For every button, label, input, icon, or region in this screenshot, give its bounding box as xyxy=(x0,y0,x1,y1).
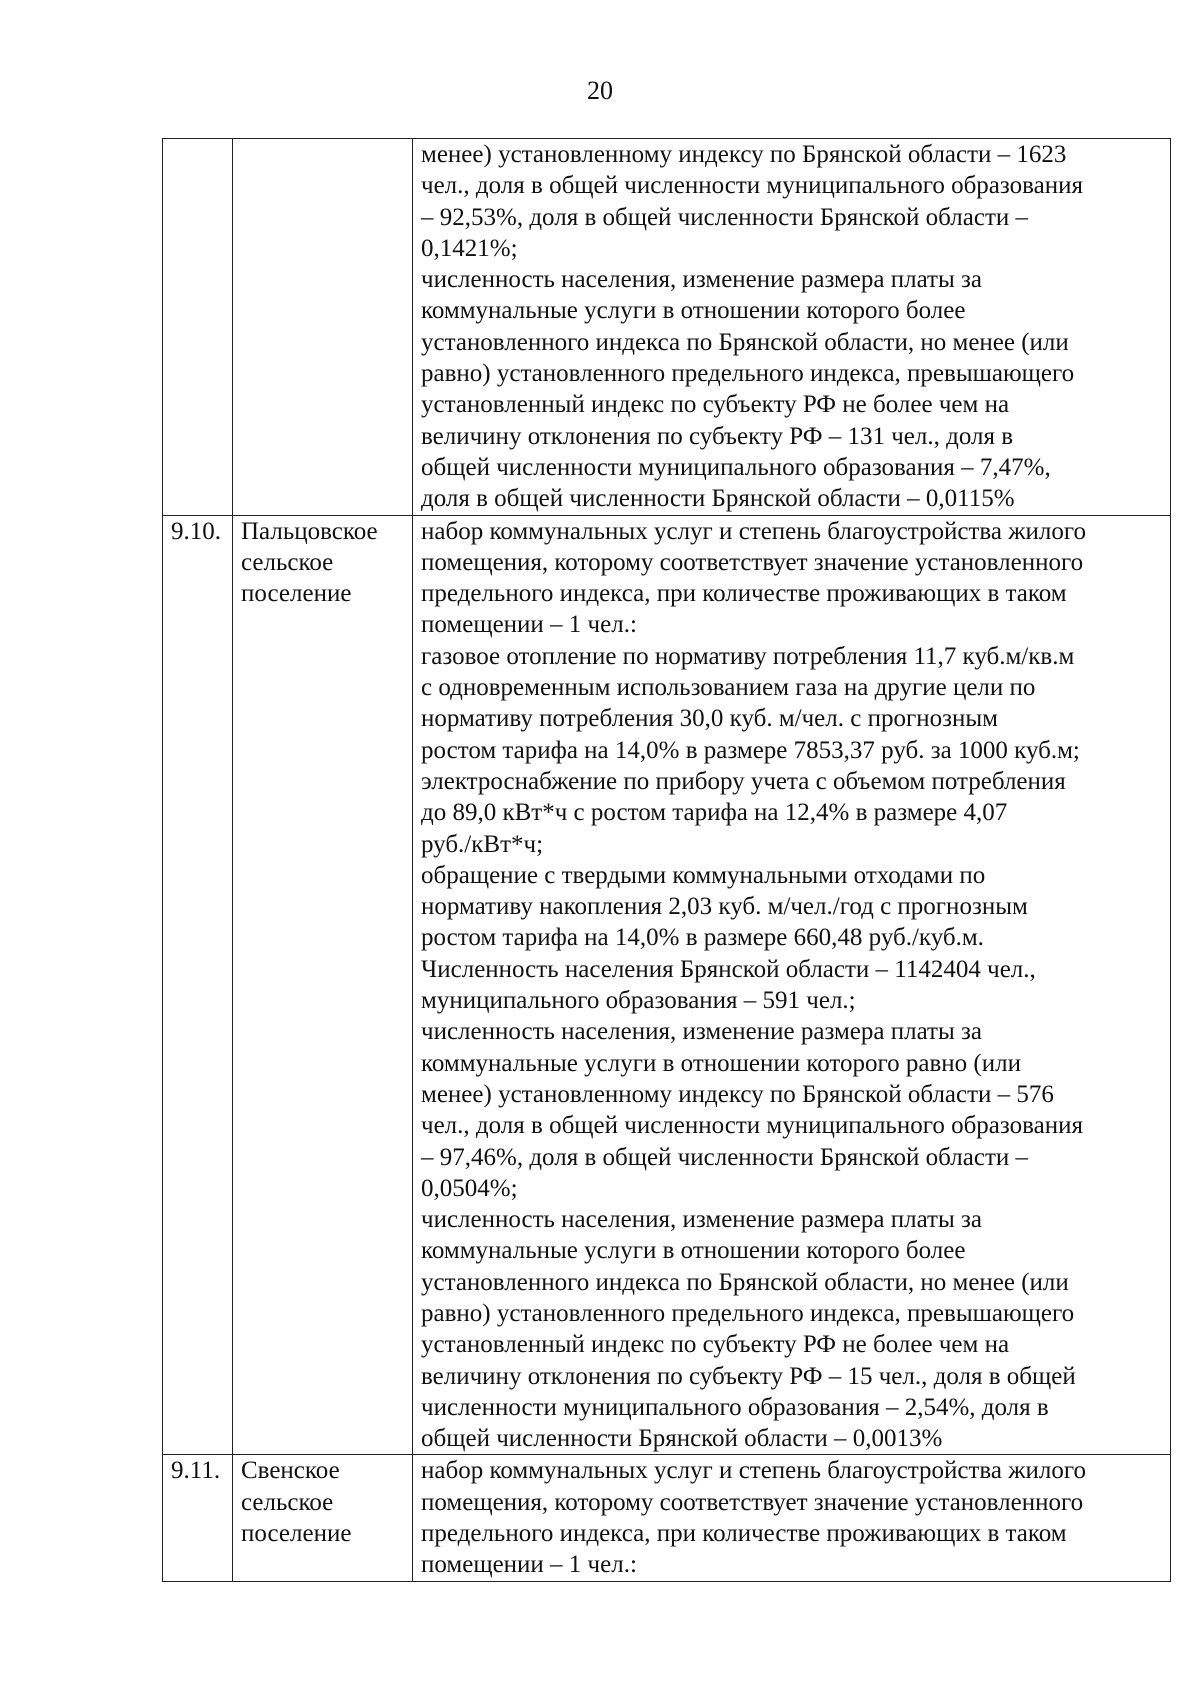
description-line: 0,1421%; xyxy=(421,234,518,262)
description-line: чел., доля в общей численности муниципального образования xyxy=(421,172,1083,200)
description-line: набор коммунальных услуг и степень благоустройства жилого xyxy=(421,1457,1086,1485)
description-line: коммунальные услуги в отношении которого более xyxy=(421,1237,966,1265)
description-line: чел., доля в общей численности муниципального образования xyxy=(421,1112,1083,1140)
row-number-cell: 9.10. xyxy=(163,515,233,1455)
description-line: помещения, которому соответствует значение установленного xyxy=(421,1488,1084,1516)
description-line: газовое отопление по нормативу потребления 11,7 куб.м/кв.м xyxy=(421,642,1075,670)
description-line: с одновременным использованием газа на другие цели по xyxy=(421,674,1036,702)
row-number-cell xyxy=(163,139,233,516)
description-line: установленный индекс по субъекту РФ не более чем на xyxy=(421,391,1010,419)
description-line: предельного индекса, при количестве проживающих в таком xyxy=(421,1520,1067,1548)
description-line: нормативу накопления 2,03 куб. м/чел./год с прогнозным xyxy=(421,893,1028,921)
description-line: установленный индекс по субъекту РФ не более чем на xyxy=(421,1331,1010,1359)
description-line: равно) установленного предельного индекса, превышающего xyxy=(421,1299,1075,1327)
description-line: до 89,0 кВт*ч с ростом тарифа на 12,4% в размере 4,07 xyxy=(421,799,1008,827)
description-line: нормативу потребления 30,0 куб. м/чел. с прогнозным xyxy=(421,705,998,733)
description-line: установленного индекса по Брянской области, но менее (или xyxy=(421,1268,1069,1296)
description-line: – 97,46%, доля в общей численности Брянской области – xyxy=(421,1143,1028,1171)
settlement-name-line: Пальцовское xyxy=(241,517,378,545)
description-line: набор коммунальных услуг и степень благоустройства жилого xyxy=(421,517,1086,545)
description-line: помещении – 1 чел.: xyxy=(421,611,637,639)
description-line: численность населения, изменение размера платы за xyxy=(421,266,982,294)
row-number-cell: 9.11. xyxy=(163,1455,233,1581)
description-line: помещении – 1 чел.: xyxy=(421,1551,637,1579)
description-line: равно) установленного предельного индекса, превышающего xyxy=(421,360,1075,388)
description-line: 0,0504%; xyxy=(421,1174,518,1202)
settlement-name-cell xyxy=(233,1455,413,1581)
description-line: численность населения, изменение размера платы за xyxy=(421,1206,982,1234)
description-line: руб./кВт*ч; xyxy=(421,830,544,858)
description-line: численности муниципального образования – 2,54%, доля в xyxy=(421,1393,1049,1421)
description-line: Численность населения Брянской области – 1142404 чел., xyxy=(421,955,1036,983)
page-number: 20 xyxy=(587,76,613,105)
description-line: обращение с твердыми коммунальными отходами по xyxy=(421,861,986,889)
table-row xyxy=(163,1455,1171,1581)
description-line: электроснабжение по прибору учета с объемом потребления xyxy=(421,767,1066,795)
settlement-name-cell xyxy=(233,139,413,516)
description-line: ростом тарифа на 14,0% в размере 660,48 руб./куб.м. xyxy=(421,924,984,952)
settlement-name-line: сельское xyxy=(241,548,334,576)
settlement-name-cell xyxy=(233,515,413,1455)
settlement-name-line: поселение xyxy=(241,1520,352,1548)
description-line: коммунальные услуги в отношении которого равно (или xyxy=(421,1049,1021,1077)
description-line: величину отклонения по субъекту РФ – 15 чел., доля в общей xyxy=(421,1362,1076,1390)
description-line: менее) установленному индексу по Брянской области – 1623 xyxy=(421,141,1067,168)
description-line: величину отклонения по субъекту РФ – 131 чел., доля в xyxy=(421,422,1014,450)
description-cell xyxy=(413,1455,1171,1581)
description-line: установленного индекса по Брянской области, но менее (или xyxy=(421,328,1069,356)
description-line: доля в общей численности Брянской области – 0,0115% xyxy=(421,485,1015,513)
table-body xyxy=(163,139,1171,1582)
table-row xyxy=(163,515,1171,1455)
description-line: муниципального образования – 591 чел.; xyxy=(421,987,856,1015)
settlement-name-line: поселение xyxy=(241,580,352,608)
description-cell xyxy=(413,139,1171,516)
description-line: коммунальные услуги в отношении которого более xyxy=(421,297,966,325)
indices-table xyxy=(162,138,1171,1582)
description-line: менее) установленному индексу по Брянской области – 576 xyxy=(421,1080,1054,1108)
settlement-name-line: сельское xyxy=(241,1488,334,1516)
settlement-name-line: Свенское xyxy=(241,1457,340,1485)
description-line: общей численности Брянской области – 0,0013% xyxy=(421,1425,943,1453)
description-line: – 92,53%, доля в общей численности Брянской области – xyxy=(421,203,1028,231)
description-line: предельного индекса, при количестве проживающих в таком xyxy=(421,580,1067,608)
description-line: численность населения, изменение размера платы за xyxy=(421,1018,982,1046)
table-row xyxy=(163,139,1171,516)
description-line: ростом тарифа на 14,0% в размере 7853,37 руб. за 1000 куб.м; xyxy=(421,736,1080,764)
description-line: общей численности муниципального образования – 7,47%, xyxy=(421,453,1051,481)
description-cell xyxy=(413,515,1171,1455)
description-line: помещения, которому соответствует значение установленного xyxy=(421,548,1084,576)
